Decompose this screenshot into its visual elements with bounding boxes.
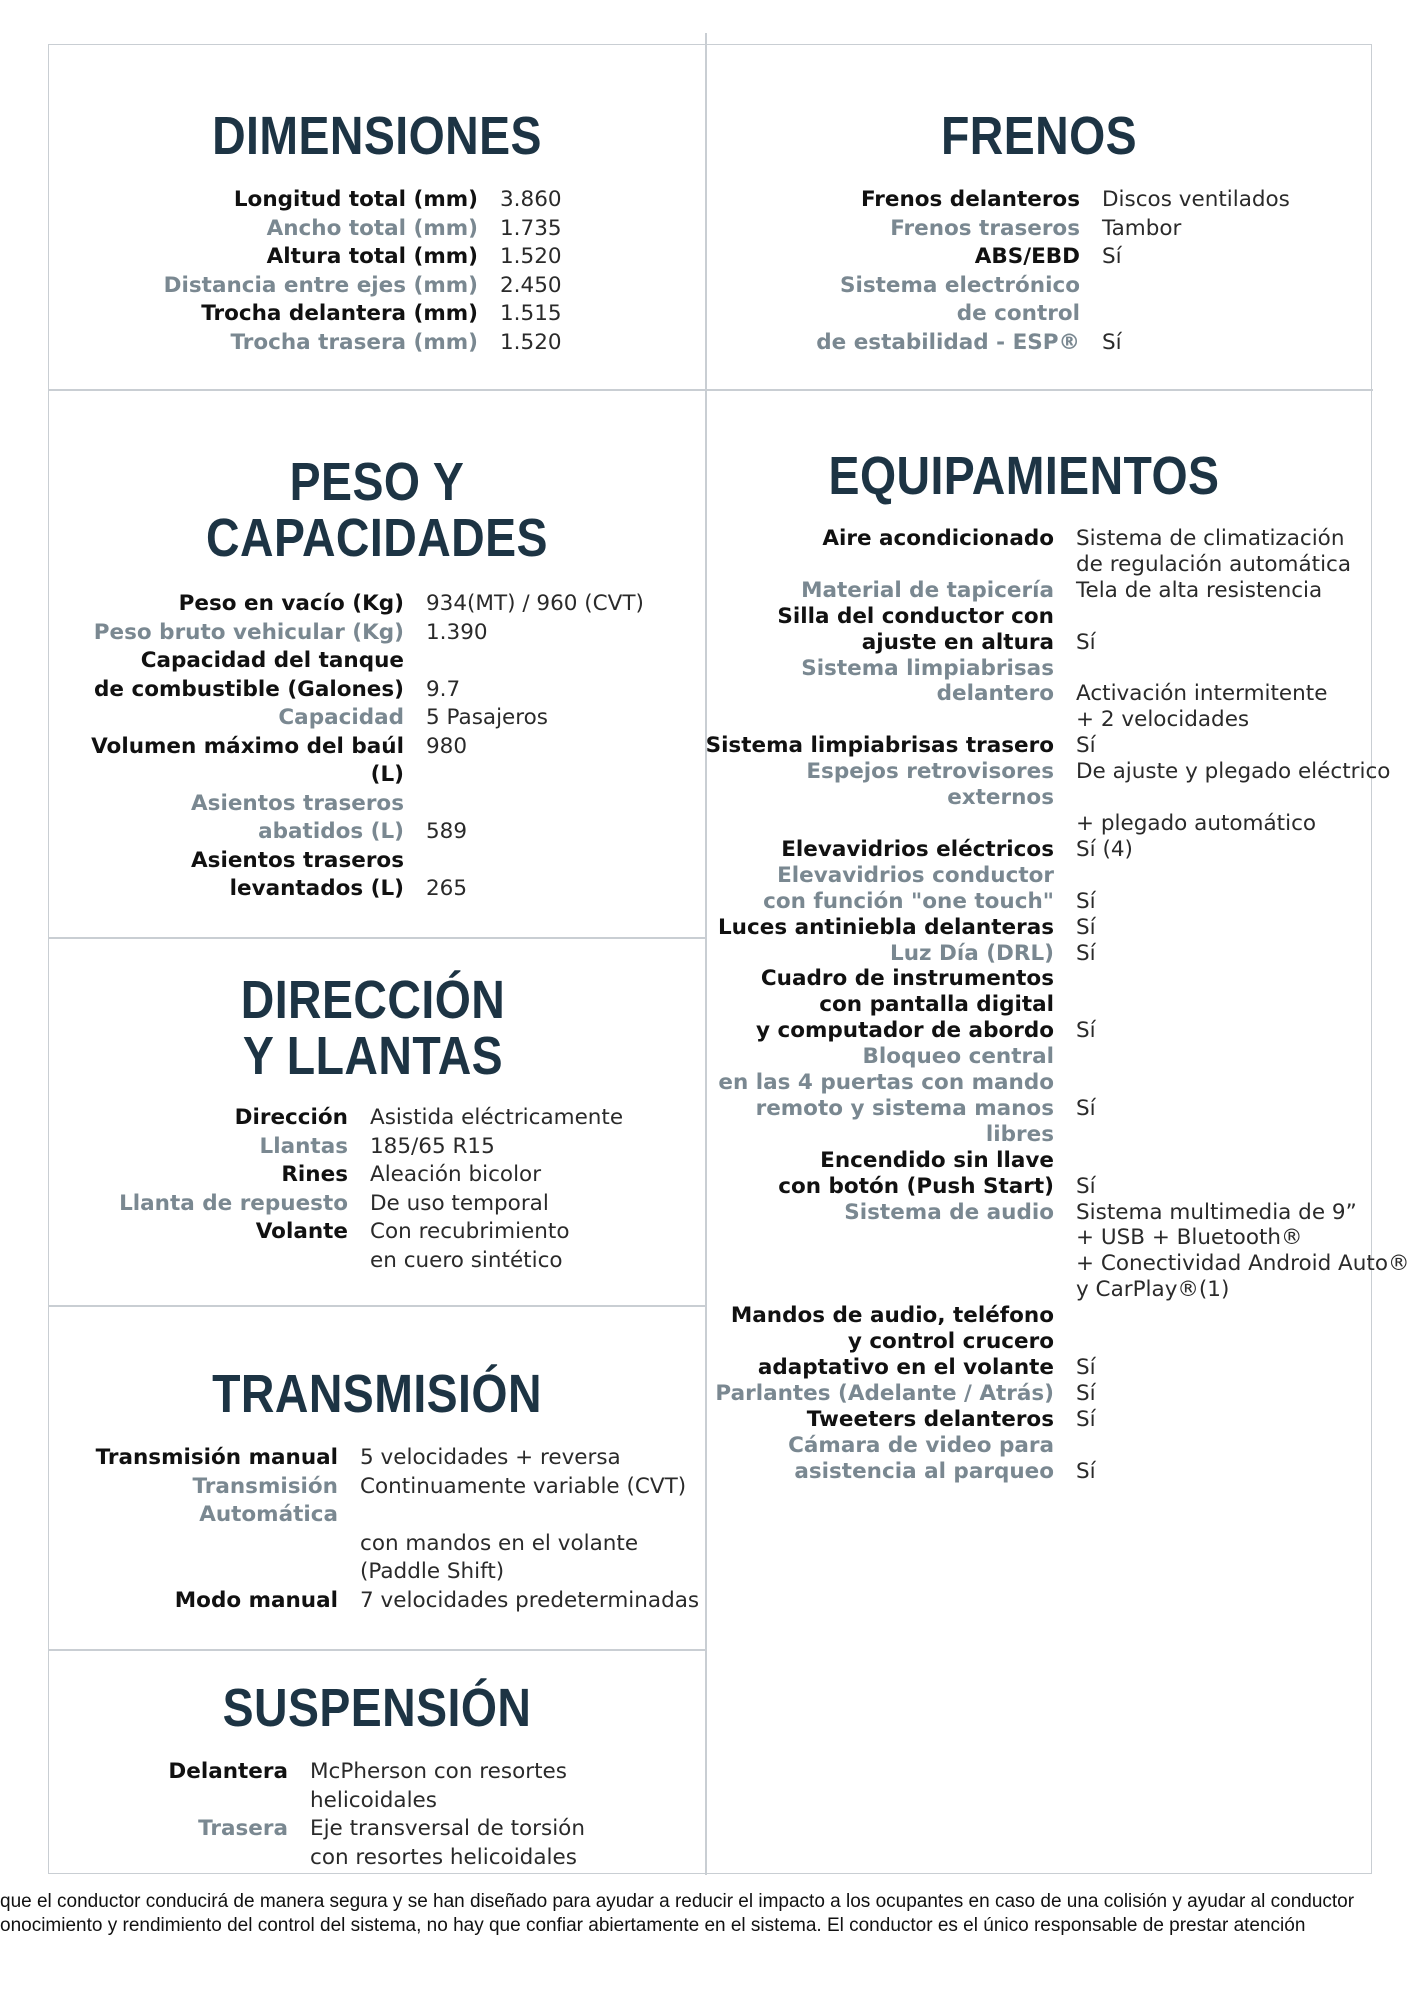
spec-row (700, 966, 1409, 992)
spec-row (700, 1329, 1409, 1355)
spec-label (100, 1787, 310, 1816)
section-direccion-llantas (48, 972, 706, 1084)
spec-row (100, 1190, 623, 1219)
spec-value: Sí (4) (1076, 836, 1133, 862)
spec-row (700, 1070, 1409, 1096)
section-title: EQUIPAMIENTOS (828, 446, 1220, 506)
row-divider (49, 937, 707, 939)
spec-list (700, 526, 1409, 1485)
spec-label: en las 4 puertas con mando (718, 1070, 1054, 1096)
spec-label: Aire acondicionado (822, 526, 1054, 551)
spec-row (700, 656, 1409, 682)
spec-label (700, 552, 1076, 578)
spec-label: Tweeters delanteros (806, 1406, 1054, 1432)
spec-list (100, 1758, 585, 1872)
spec-label: Silla del conductor con (777, 603, 1054, 629)
spec-label: Volante (255, 1219, 348, 1244)
spec-value: 1.390 (426, 619, 488, 645)
spec-value: 2.450 (500, 272, 562, 298)
spec-row (100, 1104, 623, 1133)
spec-row (100, 1844, 585, 1873)
spec-label: Transmisión Automática (192, 1473, 338, 1527)
spec-row (700, 630, 1409, 656)
section-title: FRENOS (940, 106, 1138, 166)
spec-label: ajuste en altura (861, 629, 1054, 655)
spec-row (60, 733, 644, 790)
spec-label: Sistema limpiabrisas trasero (705, 733, 1054, 759)
spec-label (700, 811, 1076, 837)
spec-label: Luces antiniebla delanteras (717, 914, 1054, 940)
spec-label (60, 1530, 360, 1559)
spec-list (100, 1104, 623, 1275)
spec-row (700, 1381, 1409, 1407)
spec-value: 9.7 (426, 676, 461, 702)
spec-value: 980 (426, 733, 468, 759)
spec-row (700, 1174, 1409, 1200)
spec-row (60, 1473, 699, 1530)
spec-label (700, 707, 1076, 733)
spec-row (700, 604, 1409, 630)
spec-label: de combustible (Galones) (94, 676, 404, 702)
spec-label: y computador de abordo (755, 1018, 1054, 1044)
spec-row (100, 243, 562, 272)
spec-value: Sí (1076, 1355, 1096, 1380)
spec-value: Sí (1076, 733, 1096, 759)
spec-row (700, 889, 1409, 915)
spec-value: Sí (1076, 1406, 1096, 1432)
spec-row (700, 1251, 1409, 1277)
spec-row (100, 1133, 623, 1162)
spec-list (780, 186, 1290, 357)
spec-value: Con recubrimiento (370, 1219, 570, 1244)
spec-value: Sistema multimedia de 9” (1076, 1199, 1357, 1225)
spec-value: Sí (1102, 329, 1122, 355)
spec-row (100, 1247, 623, 1276)
spec-row (700, 863, 1409, 889)
spec-value: Eje transversal de torsión (310, 1816, 585, 1841)
spec-label: Asientos traseros (191, 790, 404, 816)
spec-label: Trasera (198, 1816, 288, 1841)
spec-row (60, 590, 644, 619)
spec-row (700, 1355, 1409, 1381)
spec-row (700, 1096, 1409, 1148)
spec-label: Volumen máximo del baúl (L) (91, 733, 404, 787)
spec-label: Elevavidrios eléctricos (781, 836, 1054, 862)
spec-label: Capacidad del tanque (140, 648, 404, 673)
spec-label: Capacidad (278, 705, 404, 730)
spec-value: 5 Pasajeros (426, 705, 548, 730)
spec-label: con pantalla digital (819, 992, 1054, 1018)
spec-row (780, 300, 1290, 329)
spec-value: 5 velocidades + reversa (360, 1445, 621, 1470)
spec-label (100, 1844, 310, 1873)
spec-value: De uso temporal (370, 1190, 549, 1216)
spec-value: Continuamente variable (CVT) (360, 1473, 687, 1499)
spec-row (780, 186, 1290, 215)
spec-row (100, 329, 562, 358)
spec-row (700, 992, 1409, 1018)
spec-label (700, 1251, 1076, 1277)
spec-row (100, 215, 562, 244)
spec-value: Sí (1076, 1458, 1096, 1484)
spec-row (100, 1161, 623, 1190)
spec-row (60, 1587, 699, 1616)
spec-label: Rines (281, 1162, 348, 1187)
section-transmision (48, 1366, 706, 1422)
spec-row (700, 1148, 1409, 1174)
spec-row (60, 1558, 699, 1587)
spec-value: + Conectividad Android Auto® (1076, 1251, 1410, 1277)
spec-row (60, 619, 644, 648)
row-divider (49, 389, 1373, 391)
spec-label: Sistema limpiabrisas (801, 655, 1054, 681)
spec-value: Sí (1076, 1173, 1096, 1199)
section-title: DIMENSIONES (212, 106, 542, 166)
section-suspension (48, 1680, 706, 1736)
spec-row (700, 1433, 1409, 1459)
section-dimensiones (48, 108, 706, 164)
spec-value: Sí (1076, 940, 1096, 966)
spec-value: De ajuste y plegado eléctrico (1076, 759, 1391, 785)
spec-label: Altura total (mm) (266, 244, 478, 269)
spec-row (60, 704, 644, 733)
spec-row (700, 707, 1409, 733)
section-title-line1: PESO Y (289, 452, 465, 512)
spec-row (100, 1815, 585, 1844)
section-title-line2: Y LLANTAS (242, 1026, 504, 1086)
spec-value: Sí (1076, 1018, 1096, 1044)
spec-label: Modo manual (174, 1587, 338, 1613)
spec-row (700, 1044, 1409, 1070)
spec-value: Sí (1102, 244, 1122, 269)
spec-label: Peso bruto vehicular (Kg) (93, 619, 404, 645)
row-divider (49, 1305, 707, 1307)
spec-row (700, 759, 1409, 811)
spec-row (700, 578, 1409, 604)
spec-value: en cuero sintético (370, 1247, 563, 1273)
spec-value: Sí (1076, 629, 1096, 655)
spec-label: Frenos traseros (890, 215, 1080, 241)
spec-label: Longitud total (mm) (233, 187, 478, 212)
spec-value: 1.520 (500, 244, 562, 269)
spec-row (700, 733, 1409, 759)
spec-label: y control crucero (847, 1329, 1054, 1355)
spec-label: Ancho total (mm) (266, 215, 478, 241)
spec-row (780, 243, 1290, 272)
spec-value: 185/65 R15 (370, 1133, 495, 1159)
section-title: SUSPENSIÓN (222, 1678, 532, 1738)
spec-value: Sí (1076, 1095, 1096, 1121)
spec-label: con botón (Push Start) (778, 1173, 1054, 1199)
spec-row (60, 875, 644, 904)
spec-row (700, 1225, 1409, 1251)
spec-value: Discos ventilados (1102, 187, 1290, 212)
spec-value: helicoidales (310, 1787, 437, 1813)
spec-label (700, 1225, 1076, 1251)
spec-row (780, 272, 1290, 301)
spec-label: Trocha delantera (mm) (201, 301, 478, 326)
spec-label: Distancia entre ejes (mm) (163, 272, 478, 298)
section-title: TRANSMISIÓN (212, 1364, 542, 1424)
spec-label: Encendido sin llave (820, 1147, 1054, 1173)
spec-label: Llanta de repuesto (119, 1190, 348, 1216)
spec-row (700, 915, 1409, 941)
spec-label: asistencia al parqueo (794, 1458, 1054, 1484)
spec-label (100, 1247, 370, 1276)
spec-value: 934(MT) / 960 (CVT) (426, 591, 644, 616)
spec-label: Asientos traseros (191, 847, 404, 873)
spec-label: Espejos retrovisores externos (806, 759, 1054, 811)
spec-label: adaptativo en el volante (757, 1355, 1054, 1380)
spec-value: Activación intermitente (1076, 681, 1328, 707)
spec-label: Frenos delanteros (860, 187, 1080, 212)
spec-list (100, 186, 562, 357)
spec-label: de control (956, 301, 1080, 326)
spec-value: 1.520 (500, 329, 562, 355)
spec-label: Trocha trasera (mm) (230, 329, 478, 355)
section-title-line2: CAPACIDADES (206, 508, 548, 568)
spec-label: Sistema de audio (844, 1199, 1054, 1225)
spec-row (100, 300, 562, 329)
spec-value: 1.515 (500, 301, 562, 326)
spec-value: Sí (1076, 888, 1096, 914)
spec-row (60, 790, 644, 819)
spec-row (700, 1459, 1409, 1485)
spec-value: con mandos en el volante (360, 1530, 639, 1556)
spec-label: Sistema electrónico (839, 272, 1080, 298)
spec-row (700, 1407, 1409, 1433)
spec-label: Luz Día (DRL) (890, 940, 1054, 966)
spec-row (780, 215, 1290, 244)
spec-row (60, 676, 644, 705)
spec-row (100, 1787, 585, 1816)
section-title-line1: DIRECCIÓN (240, 970, 506, 1030)
spec-row (700, 837, 1409, 863)
spec-row (700, 526, 1409, 552)
spec-label: Cámara de video para (788, 1432, 1054, 1458)
spec-value: y CarPlay®(1) (1076, 1277, 1230, 1303)
section-peso-capacidades (48, 454, 706, 566)
spec-value: 3.860 (500, 187, 562, 212)
spec-label: Transmisión manual (95, 1445, 338, 1470)
spec-label: Cuadro de instrumentos (760, 966, 1054, 992)
row-divider (49, 1649, 707, 1651)
spec-row (60, 847, 644, 876)
spec-row (700, 1200, 1409, 1226)
spec-row (100, 1758, 585, 1787)
spec-row (700, 941, 1409, 967)
spec-value: Sí (1076, 1380, 1096, 1406)
spec-value: + USB + Bluetooth® (1076, 1225, 1303, 1251)
spec-label: Parlantes (Adelante / Atrás) (715, 1380, 1054, 1406)
footer-disclaimer-line1: que el conductor conducirá de manera segura y se han diseñado para ayudar a reducir el impacto a los ocupantes en caso de una colisión y ayudar al conductor (0, 1891, 1355, 1912)
section-equipamientos (706, 448, 1372, 504)
spec-value: 7 velocidades predeterminadas (360, 1587, 700, 1613)
spec-value: de regulación automática (1076, 551, 1352, 577)
spec-value: con resortes helicoidales (310, 1844, 577, 1870)
spec-list (60, 590, 644, 904)
spec-label: Bloqueo central (862, 1044, 1054, 1070)
spec-row (60, 1530, 699, 1559)
spec-row (700, 552, 1409, 578)
spec-row (60, 647, 644, 676)
spec-label: Material de tapicería (801, 577, 1054, 603)
spec-label: ABS/EBD (974, 244, 1080, 269)
spec-row (100, 186, 562, 215)
spec-value: Aleación bicolor (370, 1162, 542, 1187)
spec-label: Delantera (168, 1759, 288, 1784)
section-frenos (706, 108, 1372, 164)
spec-label: delantero (936, 681, 1054, 707)
spec-value: Sistema de climatización (1076, 526, 1345, 551)
spec-row (100, 1218, 623, 1247)
spec-row (780, 329, 1290, 358)
spec-row (700, 681, 1409, 707)
spec-label: remoto y sistema manos libres (755, 1095, 1054, 1147)
spec-label: de estabilidad - ESP® (816, 329, 1080, 355)
spec-value: + plegado automático (1076, 810, 1317, 836)
footer-disclaimer-line2: onocimiento y rendimiento del control del sistema, no hay que confiar abiertamente en el sistema. El conductor es el único responsable de prestar atención (0, 1915, 1306, 1936)
spec-value: 265 (426, 876, 468, 901)
spec-row (700, 1018, 1409, 1044)
spec-value: (Paddle Shift) (360, 1559, 505, 1584)
spec-label (60, 1558, 360, 1587)
spec-row (700, 1303, 1409, 1329)
spec-value: McPherson con resortes (310, 1759, 567, 1784)
spec-value: Asistida eléctricamente (370, 1105, 624, 1130)
spec-label: levantados (L) (229, 876, 404, 901)
spec-row (700, 811, 1409, 837)
spec-label: abatidos (L) (258, 819, 404, 844)
spec-row (100, 272, 562, 301)
spec-value: 1.735 (500, 215, 562, 241)
spec-value: 589 (426, 819, 468, 844)
spec-value: Tambor (1102, 215, 1182, 241)
spec-label (700, 1277, 1076, 1303)
spec-row (700, 1277, 1409, 1303)
spec-label: Elevavidrios conductor (777, 862, 1054, 888)
spec-row (60, 1444, 699, 1473)
spec-label: Llantas (259, 1133, 348, 1159)
spec-list (60, 1444, 699, 1615)
spec-value: Tela de alta resistencia (1076, 577, 1323, 603)
spec-value: + 2 velocidades (1076, 707, 1250, 733)
spec-value: Sí (1076, 914, 1096, 940)
spec-row (60, 818, 644, 847)
spec-label: Dirección (234, 1105, 348, 1130)
spec-label: con función "one touch" (763, 888, 1054, 914)
spec-label: Peso en vacío (Kg) (178, 591, 404, 616)
spec-label: Mandos de audio, teléfono (730, 1303, 1054, 1329)
